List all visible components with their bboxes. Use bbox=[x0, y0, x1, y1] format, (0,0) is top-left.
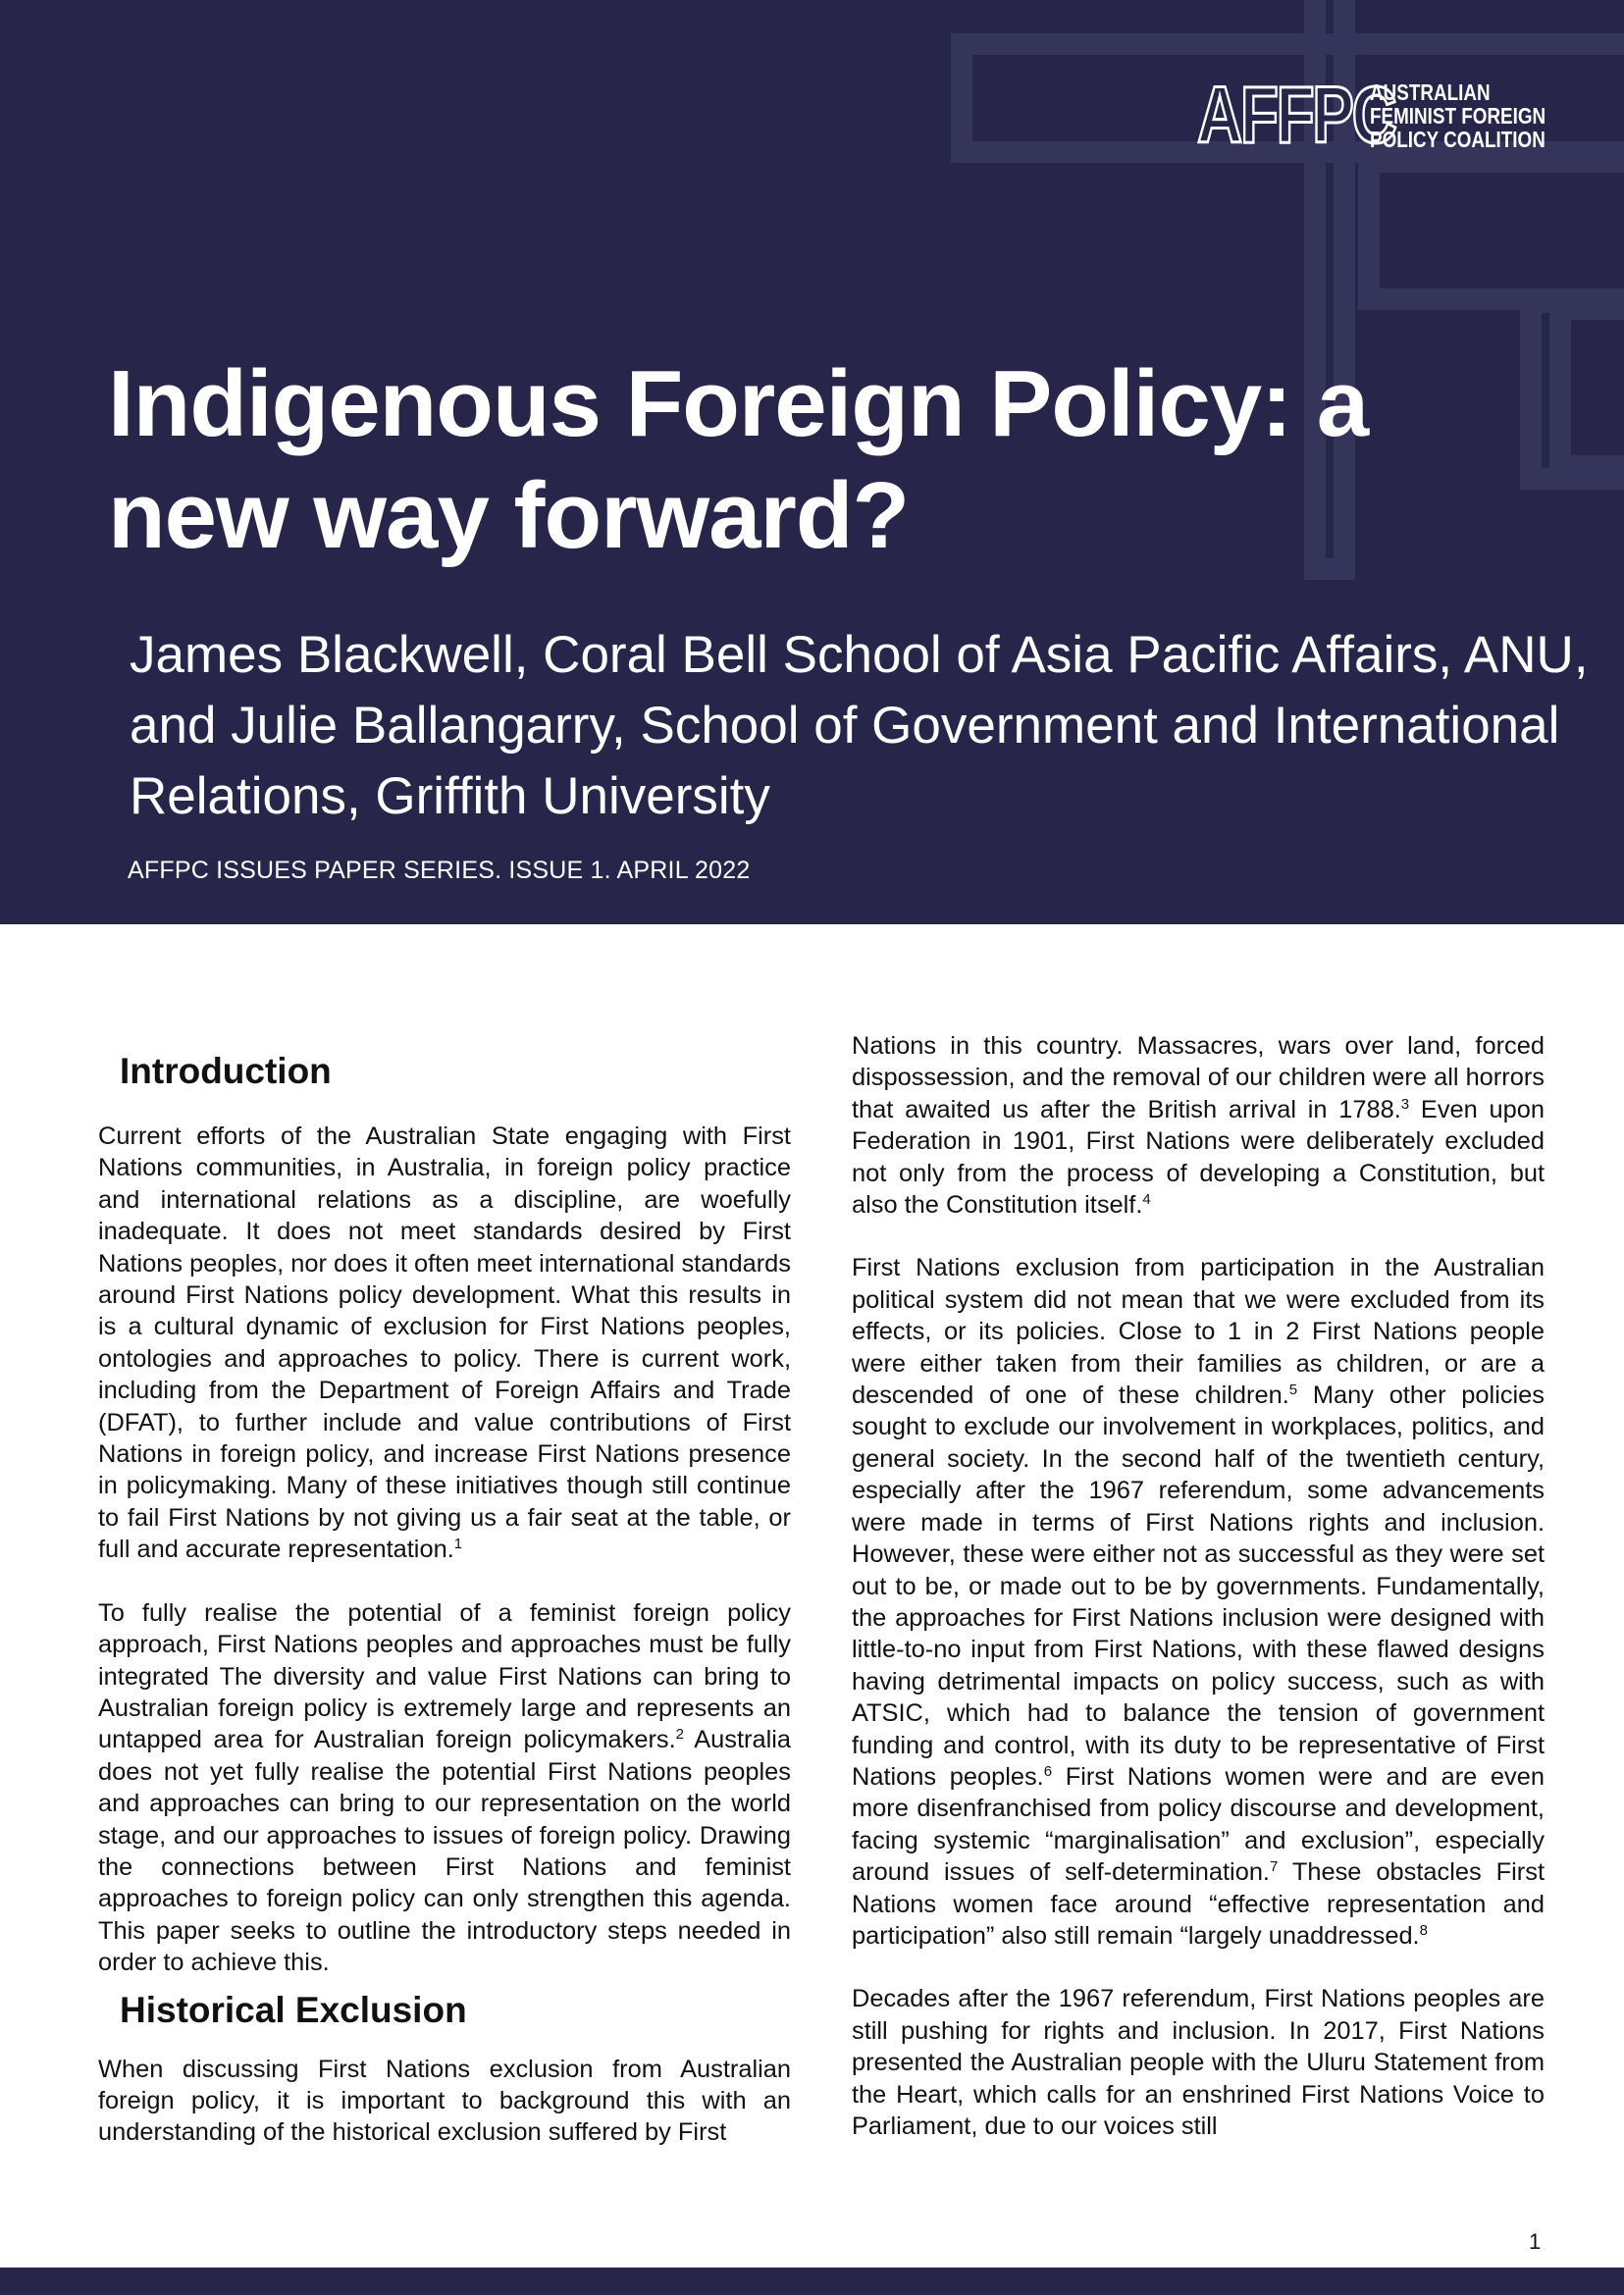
footnote-ref: 2 bbox=[675, 1726, 684, 1744]
footnote-ref: 8 bbox=[1419, 1921, 1428, 1939]
footnote-ref: 7 bbox=[1270, 1858, 1279, 1876]
title-line: Indigenous Foreign Policy: a bbox=[108, 351, 1369, 456]
paragraph: When discussing First Nations exclusion from Australian foreign policy, it is important to background this with an understanding of the historical exclusion suffered by First bbox=[98, 2055, 791, 2147]
logo-line: AUSTRALIAN bbox=[1370, 79, 1491, 105]
series-label: AFFPC ISSUES PAPER SERIES. ISSUE 1. APRIL 2022 bbox=[128, 857, 751, 884]
right-column bbox=[852, 1030, 1545, 2142]
logo-wordmark bbox=[1370, 80, 1585, 151]
paragraph: First Nations exclusion from participation in the Australian political system did not mean that we were excluded from its effects, or its policies. Close to 1 in 2 First Nations people were either taken from their families as children, or are a descended of one of these children.$^5$ Many other policies sought to exclude our involvement in workplaces, politics, and general society. In the second half of the twentieth century, especially after the 1967 referendum, some advancements were made in terms of First Nations rights and inclusion. However, these were either not as successful as they were set out to be, or made out to be by governments. Fundamentally, the approaches for First Nations inclusion were designed with little-to-no input from First Nations, with these flawed designs having detrimental impacts on policy success, such as with ATSIC, which had to balance the tension of government funding and control, with its duty to be representative of First Nations peoples.$^6$ First Nations women were and are even more disenfranchised from policy discourse and development, facing systemic “marginalisation” and exclusion”, especially around issues of self-determination.$^7$ These obstacles First Nations women face around “effective representation and participation” also still remain “largely unaddressed.$^8$ bbox=[852, 1254, 1545, 1950]
logo-mark: AFFPC bbox=[1197, 71, 1395, 160]
logo-line: FEMINIST FOREIGN bbox=[1370, 103, 1546, 129]
paper-title bbox=[108, 348, 1482, 572]
author-block bbox=[130, 620, 1589, 832]
affpc-logo bbox=[1197, 71, 1585, 160]
footnote-ref: 1 bbox=[453, 1536, 463, 1553]
paragraph: To fully realise the potential of a feminist foreign policy approach, First Nations peoples and approaches must be fully integrated The diversity and value First Nations can bring to Australian foreign policy is extremely large and represents an untapped area for Australian foreign policymakers.$^2$ Australia does not yet fully realise the potential First Nations peoples and approaches can bring to our representation on the world stage, and our approaches to issues of foreign policy. Drawing the connections between First Nations and feminist approaches to foreign policy can only strengthen this agenda. This paper seeks to outline the introductory steps needed in order to achieve this. bbox=[98, 1598, 791, 1977]
logo-line: POLICY COALITION bbox=[1370, 127, 1545, 152]
section-heading-historical-exclusion: Historical Exclusion bbox=[120, 1989, 467, 2030]
header-banner bbox=[0, 0, 1624, 924]
paragraph: Current efforts of the Australian State engaging with First Nations communities, in Australia, in foreign policy practice and international relations as a discipline, are woefully inadequate. It does not meet standards desired by First Nations peoples, nor does it often meet international standards around First Nations policy development. What this results in is a cultural dynamic of exclusion for First Nations peoples, ontologies and approaches to policy. There is current work, including from the Department of Foreign Affairs and Trade (DFAT), to further include and value contributions of First Nations in foreign policy, and increase First Nations presence in policymaking. Many of these initiatives though still continue to fail First Nations by not giving us a fair seat at the table, or full and accurate representation.$^1$ bbox=[98, 1122, 791, 1564]
footnote-ref: 6 bbox=[1043, 1762, 1053, 1780]
author-line: and Julie Ballangarry, School of Government and International bbox=[130, 697, 1560, 755]
left-column bbox=[98, 1030, 791, 2149]
author-line: James Blackwell, Coral Bell School of Asia Pacific Affairs, ANU, bbox=[130, 626, 1589, 684]
footnote-ref: 5 bbox=[1288, 1382, 1298, 1399]
paragraph: Nations in this country. Massacres, wars over land, forced dispossession, and the removal of our children were all horrors that awaited us after the British arrival in 1788.$^3$ Even upon Federation in 1901, First Nations were deliberately excluded not only from the process of developing a Constitution, but also the Constitution itself.$^4$ bbox=[852, 1032, 1545, 1220]
author-line: Relations, Griffith University bbox=[130, 767, 770, 825]
footer-bar bbox=[0, 2268, 1624, 2295]
footnote-ref: 3 bbox=[1400, 1095, 1410, 1113]
page-number: 1 bbox=[1529, 2229, 1542, 2254]
footnote-ref: 4 bbox=[1142, 1191, 1151, 1209]
title-line: new way forward? bbox=[108, 463, 910, 568]
section-heading-introduction: Introduction bbox=[120, 1051, 332, 1091]
paragraph: Decades after the 1967 referendum, First Nations peoples are still pushing for rights and inclusion. In 2017, First Nations presented the Australian people with the Uluru Statement from the Heart, which calls for an enshrined First Nations Voice to Parliament, due to our voices still bbox=[852, 1985, 1545, 2140]
